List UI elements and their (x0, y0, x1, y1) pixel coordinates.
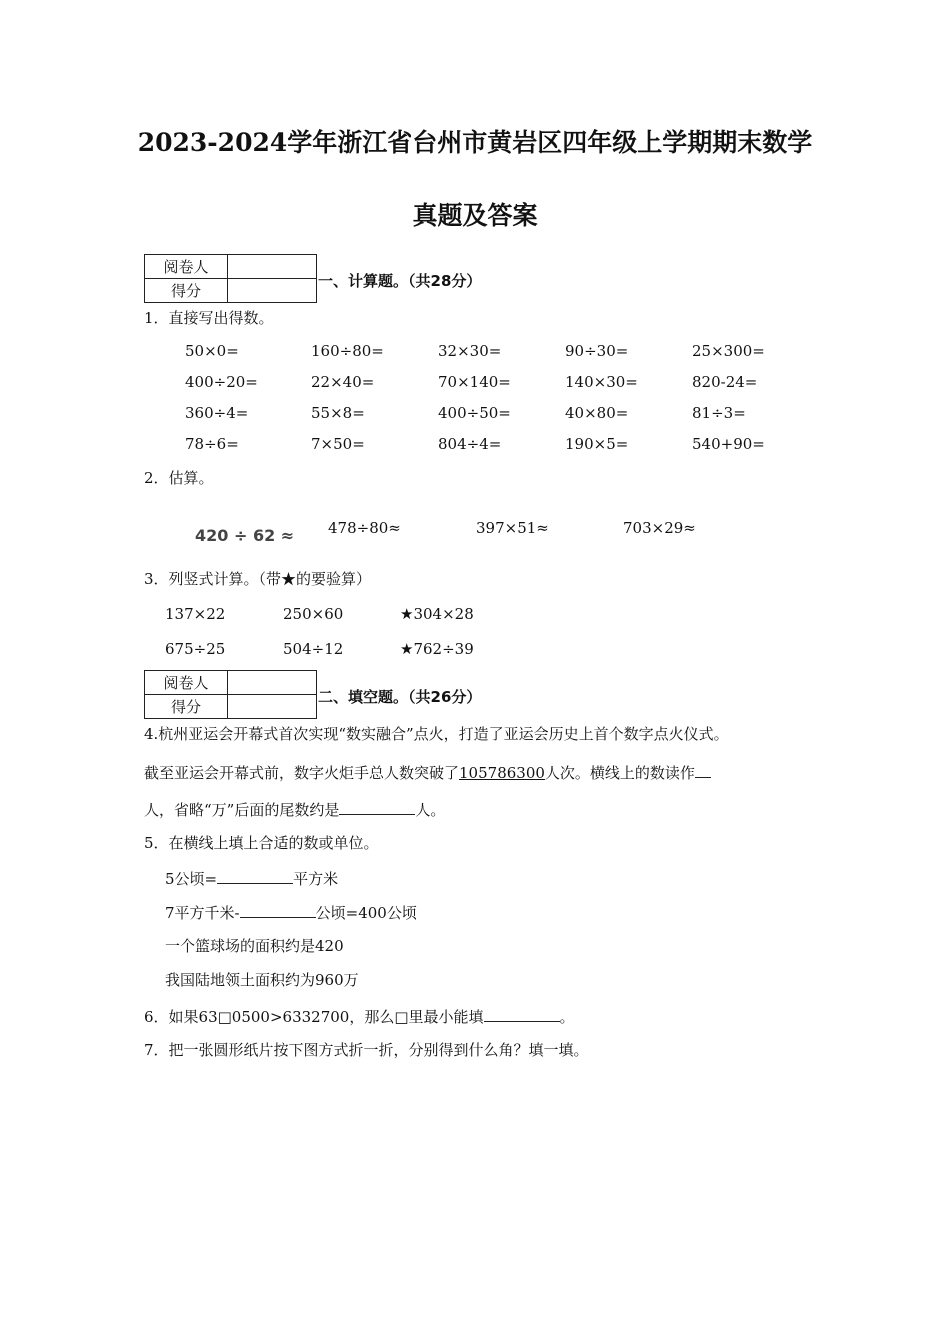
q4-text: 人，省略“万”后面的尾数约是 (144, 801, 340, 819)
score-label: 得分 (145, 695, 228, 719)
q5-item (165, 903, 417, 922)
section-2-heading: 二、填空题。（共26分） (318, 688, 482, 706)
q5-text: 5公顷= (165, 870, 218, 888)
q5-text: 公顷=400公顷 (315, 904, 417, 922)
q1-item: 22×40= (311, 373, 375, 391)
q3-item: 504÷12 (283, 640, 344, 658)
score-cell (228, 695, 317, 719)
q3-text: 3．列竖式计算。（带★的要验算） (144, 570, 372, 588)
section-1-heading: 一、计算题。（共28分） (318, 272, 482, 290)
q4-text: 人。 (415, 801, 446, 819)
answer-blank[interactable] (240, 903, 316, 918)
q1-item: 25×300= (692, 342, 765, 360)
q1-item: 360÷4= (185, 404, 249, 422)
score-box-1 (144, 254, 317, 303)
q2-item: 703×29≈ (623, 519, 696, 537)
q2-item: 420 ÷ 62 ≈ (195, 526, 295, 545)
q1-item: 40×80= (565, 404, 629, 422)
q1-item: 70×140= (438, 373, 511, 391)
q3-item: 137×22 (165, 605, 226, 623)
answer-blank[interactable] (695, 763, 711, 778)
q6-text: 6．如果63□0500>6332700，那么□里最小能填 (144, 1008, 484, 1026)
q1-text: 1．直接写出得数。 (144, 309, 274, 327)
q1-item: 140×30= (565, 373, 638, 391)
title-line-2: 真题及答案 (412, 201, 538, 230)
q1-item: 820-24= (692, 373, 758, 391)
q3-item: ★762÷39 (400, 640, 474, 658)
q6 (144, 1007, 575, 1026)
q2-item: 478÷80≈ (328, 519, 401, 537)
q1-item: 540+90= (692, 435, 765, 453)
answer-blank[interactable] (484, 1007, 560, 1022)
q4-text: 截至亚运会开幕式前，数字火炬手总人数突破了 (144, 764, 460, 782)
q2-item: 397×51≈ (476, 519, 549, 537)
q1-item: 32×30= (438, 342, 502, 360)
q4-number: 105786300 (459, 764, 545, 782)
q1-item: 804÷4= (438, 435, 502, 453)
q1-item: 7×50= (311, 435, 365, 453)
q1-item: 160÷80= (311, 342, 384, 360)
q5-item: 我国陆地领土面积约为960万 (165, 971, 359, 989)
title-line-1: 2023-2024学年浙江省台州市黄岩区四年级上学期期末数学 (137, 128, 813, 157)
q5-item: 一个篮球场的面积约是420 (165, 937, 344, 955)
score-label: 得分 (145, 279, 228, 303)
q1-item: 55×8= (311, 404, 365, 422)
q1-item: 50×0= (185, 342, 239, 360)
q4-line-1: 4.杭州亚运会开幕式首次实现“数实融合”点火，打造了亚运会历史上首个数字点火仪式。 (144, 725, 729, 743)
q1-item: 78÷6= (185, 435, 239, 453)
q3-item: 250×60 (283, 605, 344, 623)
q4-line-3 (144, 800, 445, 819)
q1-item: 90÷30= (565, 342, 629, 360)
q1-item: 400÷50= (438, 404, 511, 422)
q7-text: 7．把一张圆形纸片按下图方式折一折，分别得到什么角？填一填。 (144, 1041, 589, 1059)
q1-item: 81÷3= (692, 404, 746, 422)
answer-blank[interactable] (217, 869, 293, 884)
q3-item: 675÷25 (165, 640, 226, 658)
q4-text: 人次。横线上的数读作 (544, 764, 695, 782)
q2-text: 2．估算。 (144, 469, 214, 487)
q6-text: 。 (559, 1008, 575, 1026)
reviewer-cell (228, 671, 317, 695)
reviewer-label: 阅卷人 (145, 255, 228, 279)
answer-blank[interactable] (339, 800, 415, 815)
q1-item: 190×5= (565, 435, 629, 453)
q4-line-2 (144, 763, 711, 782)
score-box-2 (144, 670, 317, 719)
score-cell (228, 279, 317, 303)
q5-text: 7平方千米- (165, 904, 240, 922)
q5-text: 5．在横线上填上合适的数或单位。 (144, 834, 379, 852)
q5-item (165, 869, 338, 888)
q1-item: 400÷20= (185, 373, 258, 391)
q5-text: 平方米 (293, 870, 339, 888)
q3-item: ★304×28 (400, 605, 474, 623)
reviewer-label: 阅卷人 (145, 671, 228, 695)
reviewer-cell (228, 255, 317, 279)
